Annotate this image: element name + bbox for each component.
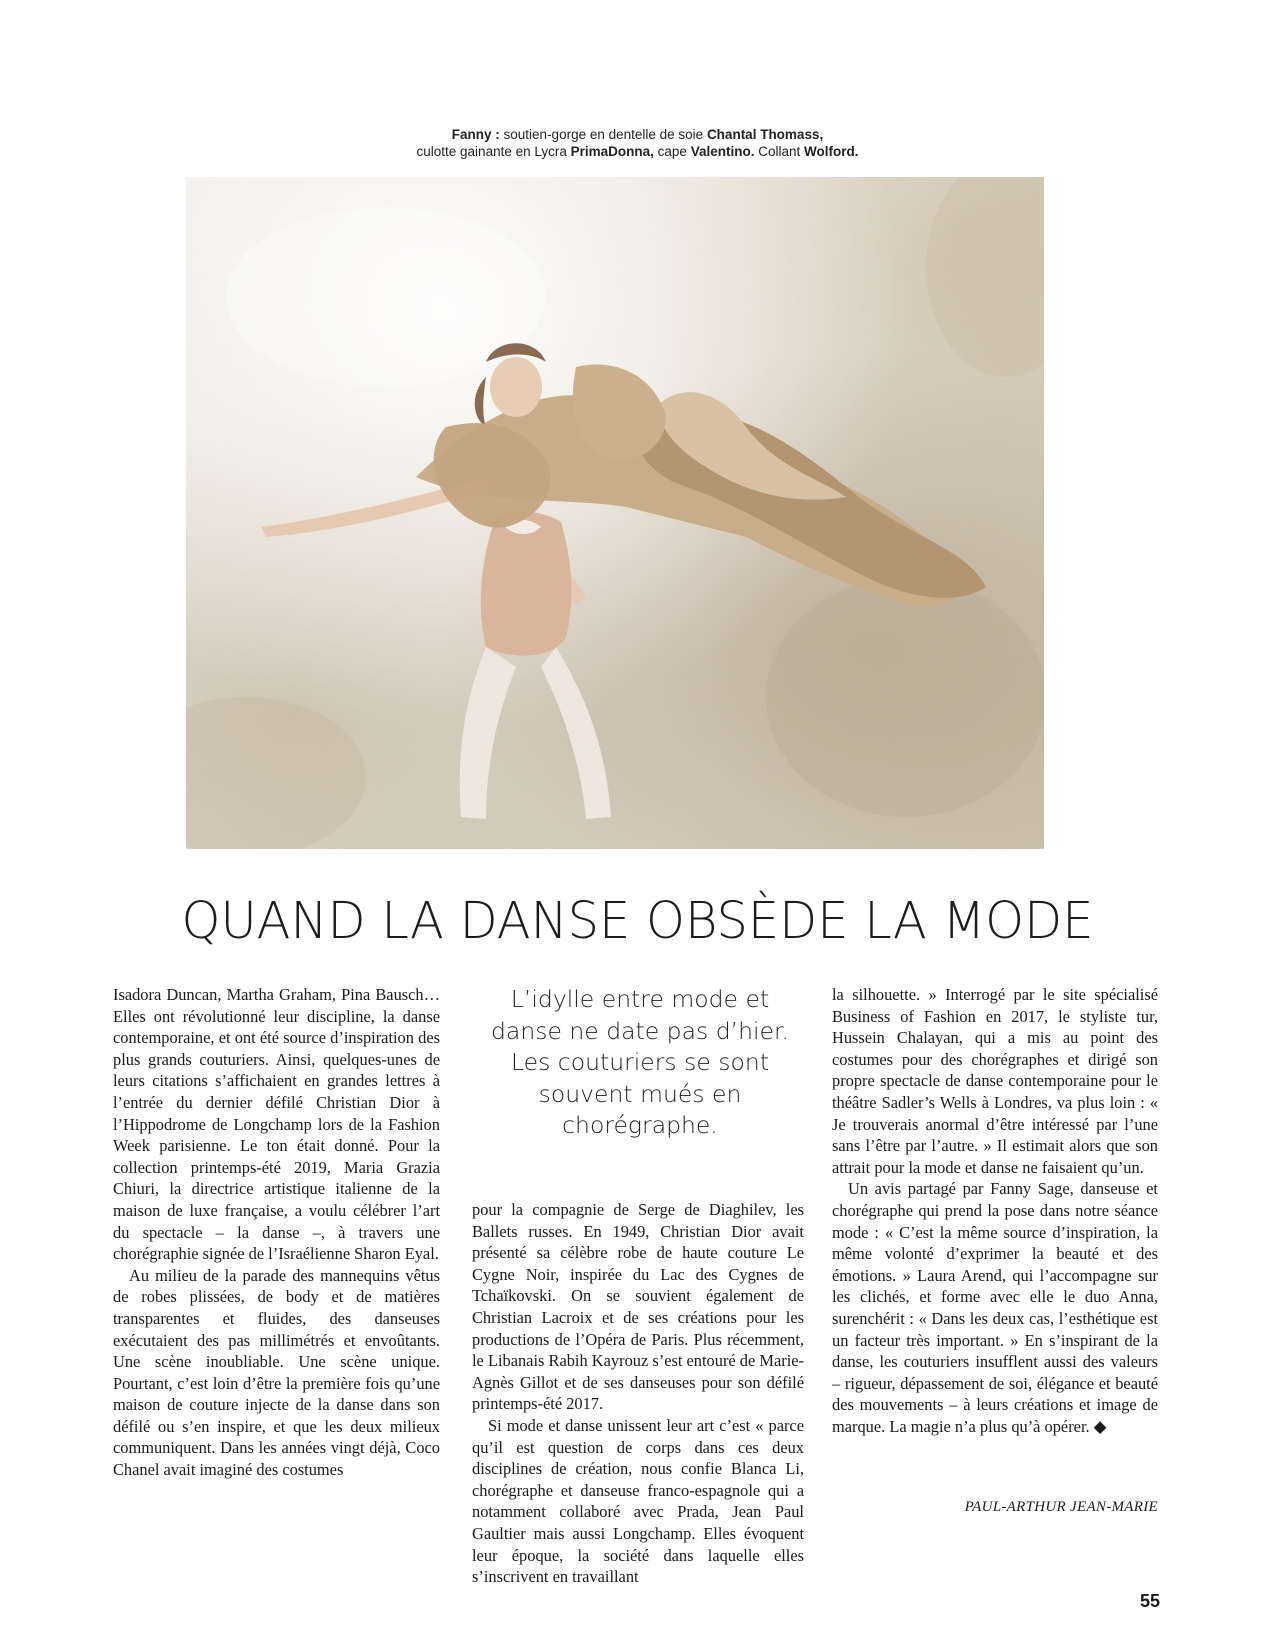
text-column-1 xyxy=(113,984,440,1481)
text-column-2 xyxy=(472,1199,804,1588)
caption-brand: Valentino. xyxy=(690,144,755,159)
text-column-3 xyxy=(832,984,1158,1437)
article-headline: QUAND LA DANSE OBSÈDE LA MODE xyxy=(181,892,1094,951)
caption-brand: Wolford. xyxy=(803,144,859,159)
dancer-illustration xyxy=(186,177,1044,849)
paragraph: la silhouette. » Interrogé par le site spécialisé Business of Fashion en 2017, le styliste tur, Hussein Chalayan, qui a mis au point des costumes pour des chorégraphes et dirigé son propre spectacle de danse contemporaine pour le théâtre Sadler’s Wells à Londres, va plus loin : « Je trouverais anormal d’être intéressé par l’une sans l’être par l’autre. » Il estimait alors que son attrait pour la mode et danse ne faisaient qu’un. xyxy=(832,985,1158,1177)
paragraph: Un avis partagé par Fanny Sage, danseuse et chorégraphe qui prend la pose dans notre séance mode : « C’est la même source d’inspiration, la même volonté d’exprimer la beauté et des émotions. » Laura Arend, qui l’accompagne sur les clichés, et forme avec elle le duo Anna, surenchérit : « Dans les deux cas, l’esthétique est un facteur très important. » En s’inspirant de la danse, les couturiers insufflent aussi des valeurs – rigueur, dépassement de soi, élégance et beauté des mouvements – à leurs créations et image de marque. La magie n’a plus qu’à opérer. ◆ xyxy=(832,1179,1158,1436)
paragraph: Isadora Duncan, Martha Graham, Pina Bausch… Elles ont révolutionné leur discipline, la danse contemporaine, et ont été source d’inspiration des plus grands couturiers. Ainsi, quelques-unes de leurs citations s’affichaient en grandes lettres à l’entrée du dernier défilé Christian Dior à l’Hippodrome de Longchamp lors de la Fashion Week parisienne. Le ton était donné. Pour la collection printemps-été 2019, Maria Grazia Chiuri, la directrice artistique italienne de la maison de luxe française, a voulu célébrer l’art du spectacle – la danse –, à travers une chorégraphie signée de l’Israélienne Sharon Eyal. xyxy=(113,985,440,1264)
caption-line-1: Fanny : soutien-gorge en dentelle de soie Chantal Thomass, xyxy=(451,127,824,142)
page-number: 55 xyxy=(1139,1591,1160,1611)
caption-brand: PrimaDonna, xyxy=(570,144,654,159)
caption-model-name: Fanny : xyxy=(451,127,500,142)
author-signature: PAUL-ARTHUR JEAN-MARIE xyxy=(964,1499,1158,1515)
paragraph: Si mode et danse unissent leur art c’est « parce qu’il est question de corps dans ces deux disciplines de création, nous confie Blanca Li, chorégraphe et danseuse franco-espagnole qui a notamment collaboré avec Prada, Jean Paul Gaultier mais aussi Longchamp. Elles évoquent leur époque, la société dans laquelle elles s’inscrivent en travaillant xyxy=(472,1415,804,1587)
caption-line-2: culotte gainante en Lycra PrimaDonna, cape Valentino. Collant Wolford. xyxy=(416,144,859,159)
photo-caption xyxy=(0,126,1275,160)
paragraph: Au milieu de la parade des mannequins vêtus de robes plissées, de body et de matières transparentes et fluides, des danseuses exécutaient des pas millimétrés et envoûtants. Une scène inoubliable. Une scène unique. Pourtant, c’est loin d’être la première fois qu’une maison de couture injecte de la danse dans son défilé ou s’en inspire, et que les deux milieux communiquent. Dans les années vingt déjà, Coco Chanel avait imaginé des costumes xyxy=(113,1265,440,1480)
dancer-photo xyxy=(186,177,1044,849)
caption-brand: Chantal Thomass, xyxy=(706,127,824,142)
pull-quote: L’idylle entre mode et danse ne date pas d’hier. Les couturiers se sont souvent mués en chorégraphe. xyxy=(491,985,789,1139)
paragraph: pour la compagnie de Serge de Diaghilev, les Ballets russes. En 1949, Christian Dior avait présenté sa célèbre robe de haute couture Le Cygne Noir, inspirée du Lac des Cygnes de Tchaïkovski. On se souvient également de Christian Lacroix et de ses créations pour les productions de l’Opéra de Paris. Plus récemment, le Libanais Rabih Kayrouz s’est entouré de Marie-Agnès Gillot et de ses danseuses pour son défilé printemps-été 2017. xyxy=(472,1200,804,1414)
